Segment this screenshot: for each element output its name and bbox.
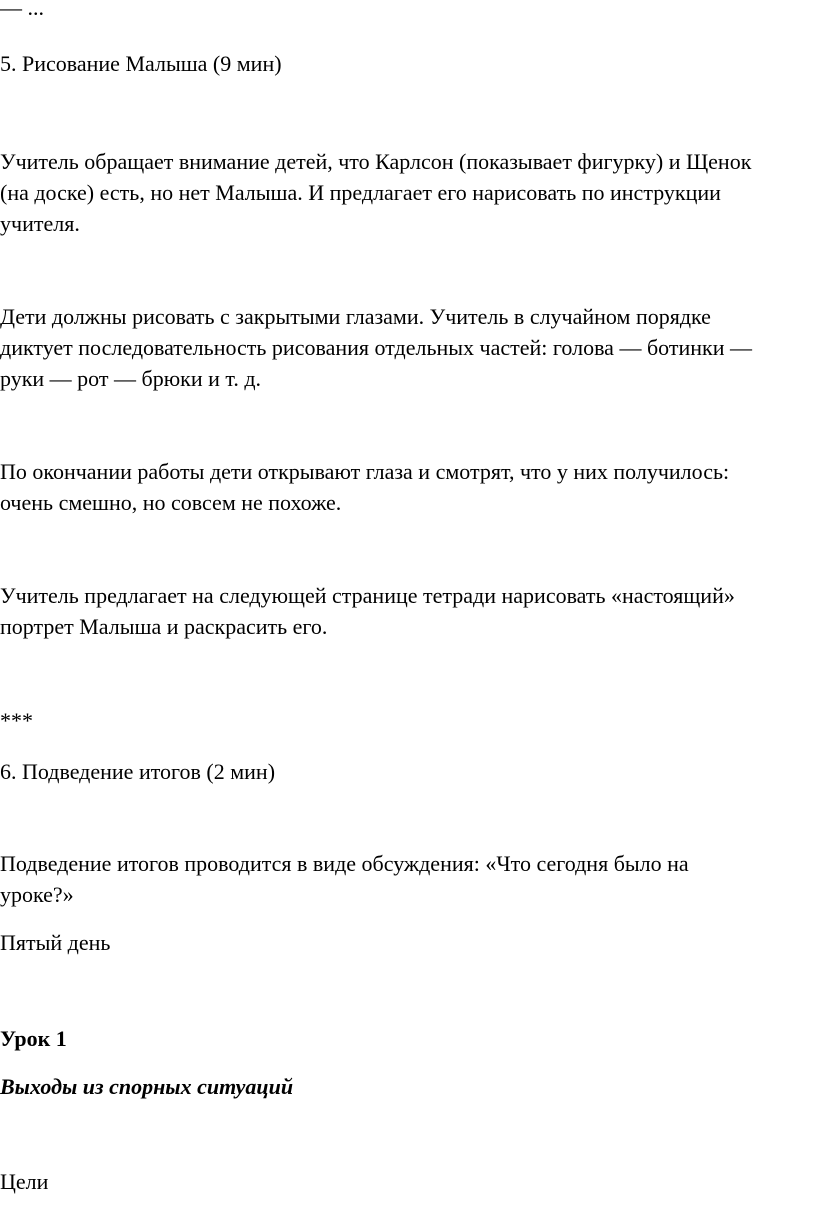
- goals-heading: Цели: [0, 1169, 49, 1194]
- section-6-heading: 6. Подведение итогов (2 мин): [0, 759, 276, 784]
- separator-asterisks: ***: [0, 708, 33, 733]
- paragraph-3-line-1: По окончании работы дети открывают глаза и смотрят, что у них получилось:: [0, 459, 730, 484]
- paragraph-2-line-3: руки — рот — брюки и т. д.: [0, 366, 262, 391]
- paragraph-2-line-1: Дети должны рисовать с закрытыми глазами. Учитель в случайном порядке: [0, 304, 711, 329]
- paragraph-2-line-2: диктует последовательность рисования отдельных частей: голова — ботинки —: [0, 335, 752, 360]
- lesson-heading: Урок 1: [0, 1026, 67, 1051]
- paragraph-1-line-2: (на доске) есть, но нет Малыша. И предлагает его нарисовать по инструкции: [0, 180, 721, 205]
- top-fragment: — ...: [0, 0, 44, 20]
- paragraph-4-line-1: Учитель предлагает на следующей странице тетради нарисовать «настоящий»: [0, 583, 735, 608]
- lesson-title: Выходы из спорных ситуаций: [0, 1074, 294, 1099]
- day-heading: Пятый день: [0, 930, 111, 955]
- paragraph-4-line-2: портрет Малыша и раскрасить его.: [0, 614, 328, 639]
- paragraph-3-line-2: очень смешно, но совсем не похоже.: [0, 490, 342, 515]
- paragraph-1-line-3: учителя.: [0, 211, 80, 236]
- section-5-heading: 5. Рисование Малыша (9 мин): [0, 51, 282, 76]
- paragraph-5-line-1: Подведение итогов проводится в виде обсуждения: «Что сегодня было на: [0, 851, 689, 876]
- paragraph-1-line-1: Учитель обращает внимание детей, что Карлсон (показывает фигурку) и Щенок: [0, 149, 752, 174]
- paragraph-5-line-2: уроке?»: [0, 882, 74, 907]
